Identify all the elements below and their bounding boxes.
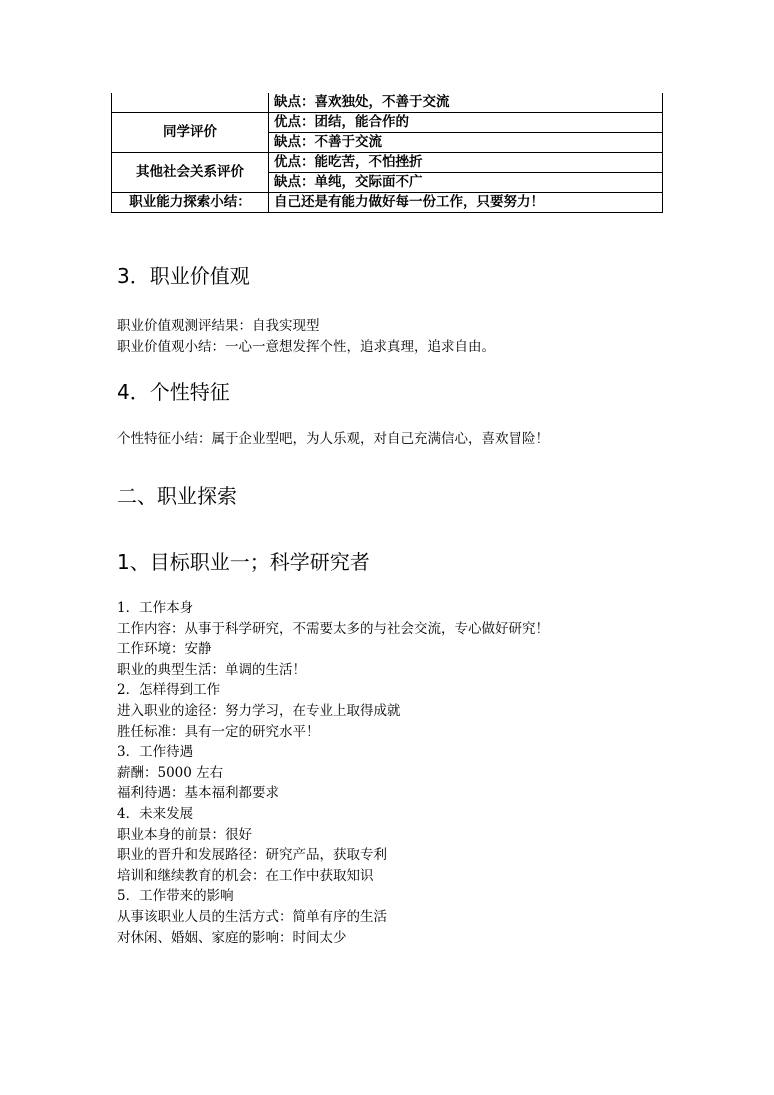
detail-line: 薪酬：5000 左右: [117, 764, 224, 781]
paragraph-line: 个性特征小结：属于企业型吧，为人乐观，对自己充满信心，喜欢冒险！: [117, 431, 549, 447]
section-heading-personality: 4．个性特征: [117, 380, 230, 404]
detail-line: 5．工作带来的影响: [117, 888, 234, 905]
part-heading-exploration: 二、职业探索: [117, 484, 237, 508]
table-detail-cell: 缺点：单纯，交际面不广: [269, 173, 663, 193]
detail-line: 职业的典型生活：单调的生活！: [117, 661, 306, 678]
table-label-cell: 职业能力探索小结：: [112, 193, 269, 213]
detail-line: 4．未来发展: [117, 805, 194, 822]
paragraph-line: 职业价值观小结：一心一意想发挥个性，追求真理，追求自由。: [117, 339, 495, 355]
detail-line: 培训和继续教育的机会：在工作中获取知识: [117, 867, 374, 884]
section-heading-values: 3．职业价值观: [117, 264, 250, 288]
section-heading-target-career: 1、目标职业一；科学研究者: [117, 550, 370, 574]
detail-line: 福利待遇：基本福利都要求: [117, 785, 279, 802]
detail-line: 2．怎样得到工作: [117, 682, 221, 699]
table-detail-cell: 缺点：喜欢独处，不善于交流: [269, 93, 663, 113]
table-detail-cell: 自己还是有能力做好每一份工作，只要努力！: [269, 193, 663, 213]
detail-line: 胜任标准：具有一定的研究水平！: [117, 723, 320, 740]
table-label-cell: [112, 93, 269, 113]
table-label-cell: 同学评价: [112, 113, 269, 153]
table-detail-cell: 缺点：不善于交流: [269, 133, 663, 153]
table-detail-cell: 优点：团结，能合作的: [269, 113, 663, 133]
detail-line: 职业本身的前景：很好: [117, 826, 252, 843]
evaluation-table: [111, 93, 663, 213]
detail-line: 职业的晋升和发展路径：研究产品，获取专利: [117, 847, 387, 864]
detail-line: 进入职业的途径：努力学习，在专业上取得成就: [117, 702, 401, 719]
detail-line: 3．工作待遇: [117, 744, 194, 761]
paragraph-line: 职业价值观测评结果：自我实现型: [117, 318, 320, 334]
career-details: [117, 598, 549, 948]
detail-line: 工作内容：从事于科学研究，不需要太多的与社会交流，专心做好研究！: [117, 620, 549, 637]
table-row: [112, 113, 663, 133]
detail-line: 对休闲、婚姻、家庭的影响：时间太少: [117, 929, 347, 946]
detail-line: 工作环境：安静: [117, 641, 212, 658]
table-detail-cell: 优点：能吃苦，不怕挫折: [269, 153, 663, 173]
table-row: [112, 153, 663, 173]
table-label-cell: 其他社会关系评价: [112, 153, 269, 193]
detail-line: 1．工作本身: [117, 600, 194, 616]
table-row: [112, 93, 663, 113]
detail-line: 从事该职业人员的生活方式：简单有序的生活: [117, 908, 387, 925]
table-row: [112, 193, 663, 213]
